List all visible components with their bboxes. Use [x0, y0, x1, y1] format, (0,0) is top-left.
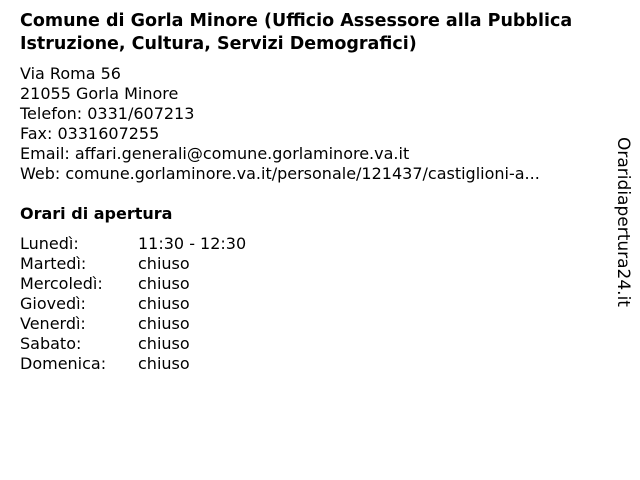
day-hours: chiuso [138, 254, 190, 273]
day-label: Venerdì: [20, 314, 86, 333]
contact-block [20, 64, 600, 184]
day-hours: chiuso [138, 294, 190, 313]
hours-row-sunday [20, 354, 246, 374]
day-hours: chiuso [138, 274, 190, 293]
day-label: Lunedì: [20, 234, 79, 253]
opening-hours-heading: Orari di apertura [20, 204, 173, 223]
hours-row-monday [20, 234, 246, 254]
day-hours: chiuso [138, 334, 190, 353]
email-address: Email: affari.generali@comune.gorlaminore.va.it [20, 144, 410, 163]
day-hours: chiuso [138, 314, 190, 333]
site-watermark: Oraridiapertura24.it [613, 137, 633, 307]
day-label: Sabato: [20, 334, 82, 353]
hours-row-friday [20, 314, 246, 334]
day-label: Mercoledì: [20, 274, 103, 293]
day-hours: 11:30 - 12:30 [138, 234, 247, 253]
hours-row-thursday [20, 294, 246, 314]
website-link: Web: comune.gorlaminore.va.it/personale/121437/castiglioni-a... [20, 164, 540, 183]
phone-number: Telefon: 0331/607213 [20, 104, 195, 123]
day-hours: chiuso [138, 354, 190, 373]
fax-number: Fax: 0331607255 [20, 124, 160, 143]
hours-row-saturday [20, 334, 246, 354]
day-label: Giovedì: [20, 294, 86, 313]
address-street: Via Roma 56 [20, 64, 121, 83]
hours-row-tuesday [20, 254, 246, 274]
hours-row-wednesday [20, 274, 246, 294]
page-title: Comune di Gorla Minore (Ufficio Assessore alla Pubblica Istruzione, Cultura, Servizi Demografici) [20, 11, 573, 54]
day-label: Martedì: [20, 254, 87, 273]
day-label: Domenica: [20, 354, 107, 373]
opening-hours-table [20, 234, 246, 374]
address-city: 21055 Gorla Minore [20, 84, 179, 103]
